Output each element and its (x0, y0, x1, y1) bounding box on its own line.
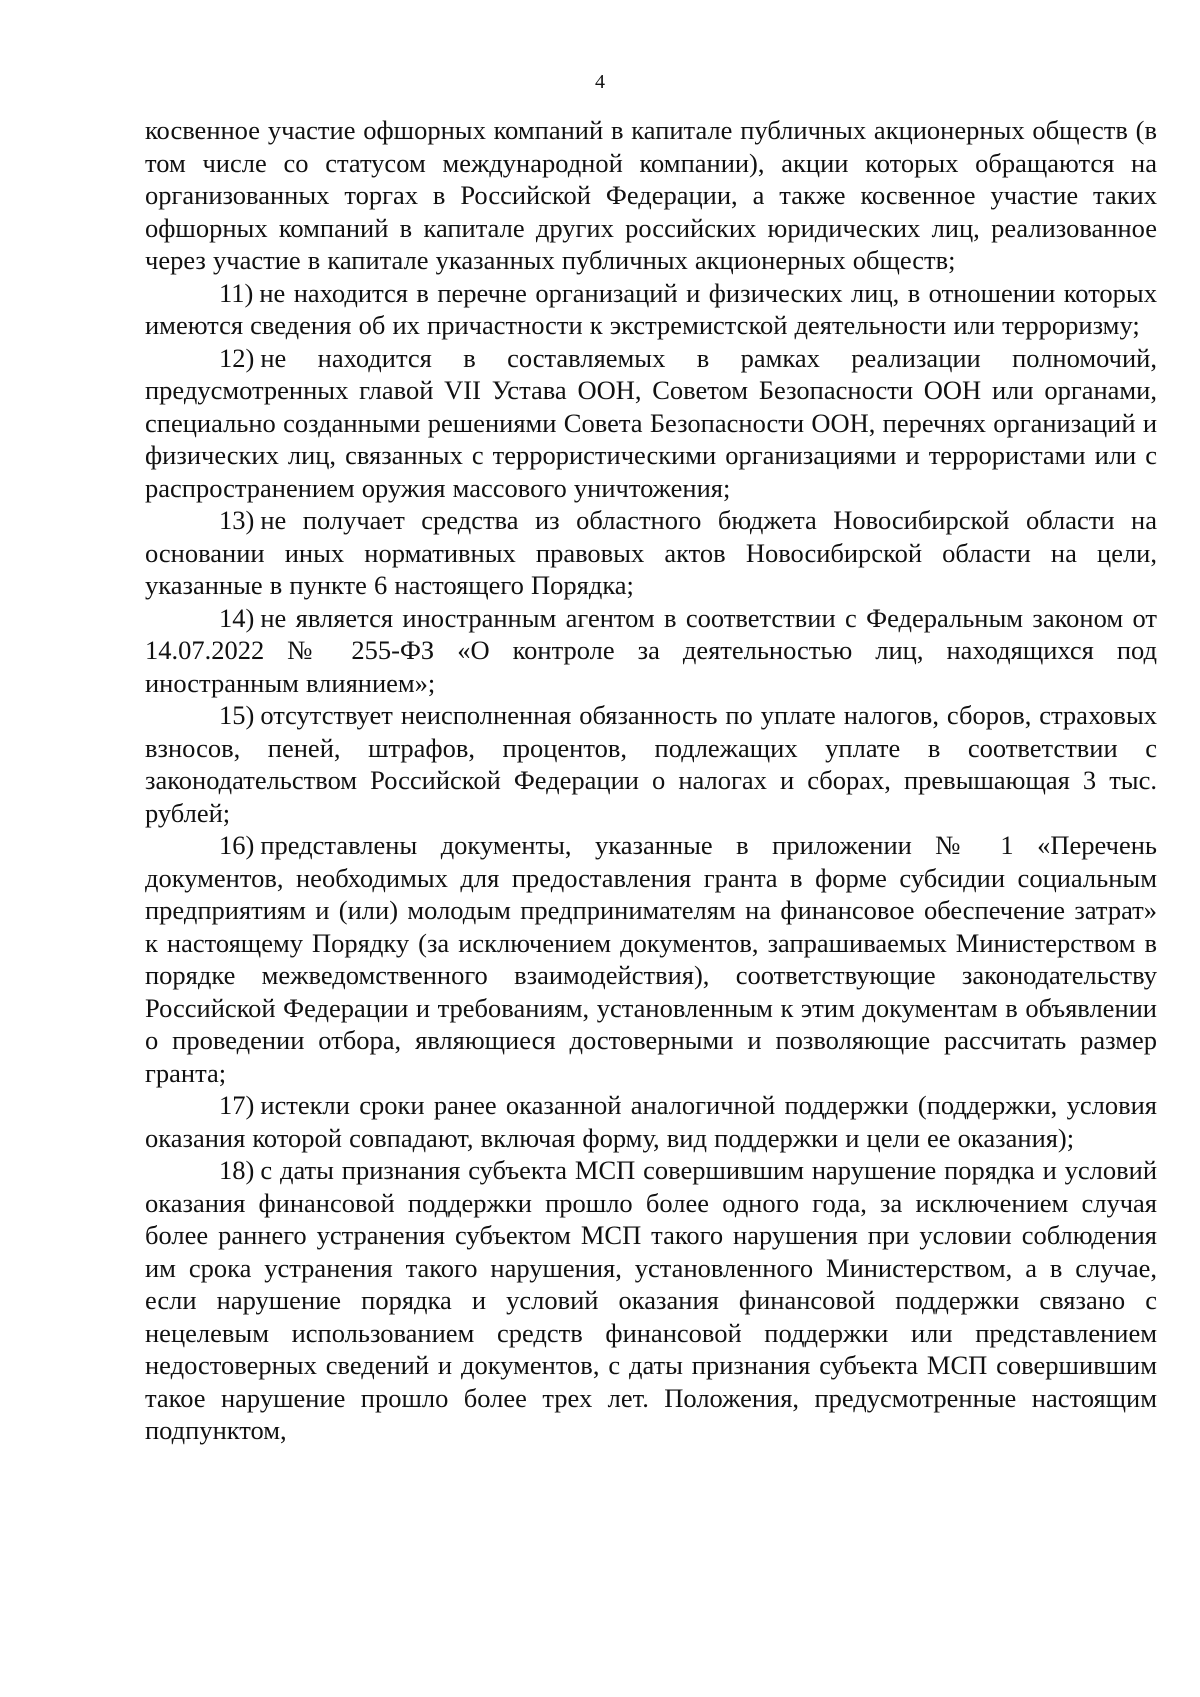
item-number: 15) (219, 700, 255, 730)
list-item-18 (145, 1154, 1157, 1447)
item-number: 11) (219, 277, 254, 308)
item-text: не находится в перечне организаций и физических лиц, в отношении которых имеются сведения об их причастности к экстремистской деятельности или терроризму; (145, 277, 1157, 340)
item-text: отсутствует неисполненная обязанность по уплате налогов, сборов, страховых взносов, пеней, штрафов, процентов, подлежащих уплате в соответствии с законодательством Российской Федерации о налогах и сборах, превышающая 3 тыс. рублей; (145, 700, 1157, 828)
item-number: 12) (219, 342, 255, 373)
item-text: не находится в составляемых в рамках реализации полномочий, предусмотренных главой VII Устава ООН, Советом Безопасности ООН или органами, специально созданными решениями Совета Безопасности ООН, перечнях организаций и физических лиц, связанных с террористическими организациями и террористами или с распространением оружия массового уничтожения; (145, 342, 1157, 503)
page-number: 4 (595, 71, 605, 93)
item-text: с даты признания субъекта МСП совершившим нарушение порядка и условий оказания финансовой поддержки прошло более одного года, за исключением случая более раннего устранения субъектом МСП такого нарушения при условии соблюдения им срока устранения такого нарушения, установленного Министерством, а в случае, если нарушение порядка и условий оказания финансовой поддержки связано с нецелевым использованием средств финансовой поддержки или представлением недостоверных сведений и документов, с даты признания субъекта МСП совершившим такое нарушение прошло более трех лет. Положения, предусмотренные настоящим подпунктом, (145, 1155, 1157, 1445)
list-item-13 (145, 504, 1157, 602)
list-item-11 (145, 277, 1157, 342)
list-item-17 (145, 1089, 1157, 1154)
item-number: 18) (219, 1155, 255, 1185)
list-item-15 (145, 699, 1157, 829)
paragraph-continuation: косвенное участие офшорных компаний в капитале публичных акционерных обществ (в том числе со статусом международной компании), акции которых обращаются на организованных торгах в Российской Федерации, а также косвенное участие таких офшорных компаний в капитале других российских юридических лиц, реализованное через участие в капитале указанных публичных акционерных обществ; (145, 115, 1157, 275)
item-number: 16) (219, 830, 255, 860)
item-text: не является иностранным агентом в соответствии с Федеральным законом от 14.07.2022 № 255-ФЗ «О контроле за деятельностью лиц, находящихся под иностранным влиянием»; (145, 602, 1157, 698)
document-body (145, 114, 1157, 1447)
item-text: не получает средства из областного бюджета Новосибирской области на основании иных нормативных правовых актов Новосибирской области на цели, указанные в пункте 6 настоящего Порядка; (145, 505, 1157, 600)
item-text: истекли сроки ранее оказанной аналогичной поддержки (поддержки, условия оказания которой совпадают, включая форму, вид поддержки и цели ее оказания); (145, 1090, 1157, 1153)
list-item-14 (145, 602, 1157, 700)
item-number: 13) (219, 505, 255, 535)
list-item-16 (145, 829, 1157, 1089)
item-number: 14) (219, 602, 255, 633)
item-text: представлены документы, указанные в приложении № 1 «Перечень документов, необходимых для предоставления гранта в форме субсидии социальным предприятиям и (или) молодым предпринимателям на финансовое обеспечение затрат» к настоящему Порядку (за исключением документов, запрашиваемых Министерством в порядке межведомственного взаимодействия), соответствующие законодательству Российской Федерации и требованиям, установленным к этим документам в объявлении о проведении отбора, являющиеся достоверными и позволяющие рассчитать размер гранта; (145, 830, 1157, 1088)
list-item-12 (145, 342, 1157, 505)
item-number: 17) (219, 1090, 255, 1120)
